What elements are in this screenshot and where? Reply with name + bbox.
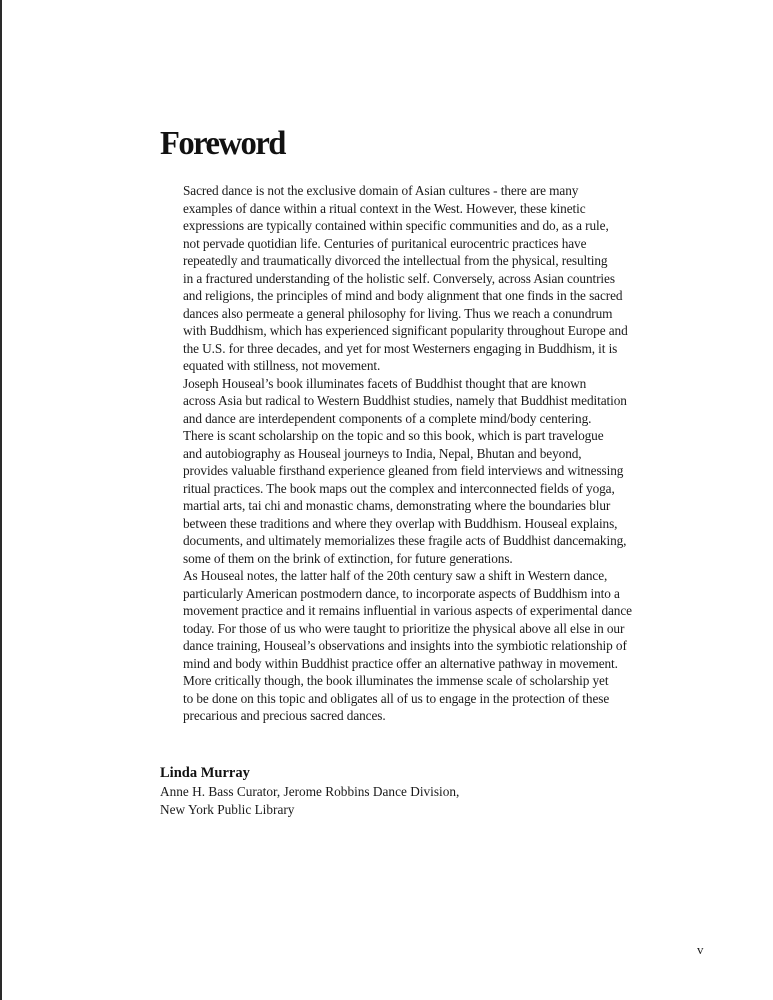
text-line: and dance are interdependent components of a complete mind/body centering. bbox=[183, 410, 592, 426]
text-line: dance training, Houseal’s observations and insights into the symbiotic relationship of bbox=[183, 638, 627, 653]
text-line: As Houseal notes, the latter half of the 20th century saw a shift in Western dance, bbox=[183, 568, 608, 583]
page-title: Foreword bbox=[160, 125, 285, 162]
paragraph bbox=[160, 182, 628, 375]
text-line: There is scant scholarship on the topic and so this book, which is part travelogue bbox=[183, 428, 604, 443]
text-line: in a fractured understanding of the holistic self. Conversely, across Asian countries bbox=[183, 270, 615, 286]
text-line: between these traditions and where they overlap with Buddhism. Houseal explains, bbox=[183, 515, 618, 531]
text-line: provides valuable firsthand experience gleaned from field interviews and witnessing bbox=[183, 463, 624, 478]
text-line: ritual practices. The book maps out the complex and interconnected fields of yoga, bbox=[183, 480, 615, 496]
text-line: not pervade quotidian life. Centuries of puritanical eurocentric practices have bbox=[183, 235, 587, 251]
paragraph bbox=[160, 567, 632, 725]
text-line: today. For those of us who were taught to prioritize the physical above all else in our bbox=[183, 620, 625, 636]
text-line: some of them on the brink of extinction, for future generations. bbox=[183, 550, 513, 566]
page-number: v bbox=[697, 942, 704, 957]
text-line: examples of dance within a ritual context in the West. However, these kinetic bbox=[183, 200, 586, 216]
text-line: the U.S. for three decades, and yet for most Westerners engaging in Buddhism, it is bbox=[183, 340, 618, 356]
text-line: equated with stillness, not movement. bbox=[183, 358, 381, 373]
text-line: to be done on this topic and obligates all of us to engage in the protection of these bbox=[183, 690, 610, 706]
signature-block bbox=[160, 763, 620, 820]
text-line: mind and body within Buddhist practice offer an alternative pathway in movement. bbox=[183, 655, 618, 671]
author-role: Anne H. Bass Curator, Jerome Robbins Dance Division, bbox=[160, 783, 460, 799]
text-line: dances also permeate a general philosophy for living. Thus we reach a conundrum bbox=[183, 305, 613, 321]
text-line: particularly American postmodern dance, to incorporate aspects of Buddhism into a bbox=[183, 585, 620, 601]
text-line: Joseph Houseal’s book illuminates facets of Buddhist thought that are known bbox=[183, 375, 587, 391]
text-line: with Buddhism, which has experienced significant popularity throughout Europe and bbox=[183, 323, 628, 338]
foreword-body bbox=[160, 182, 632, 725]
text-line: martial arts, tai chi and monastic chams, demonstrating where the boundaries blur bbox=[183, 498, 611, 513]
text-line: and religions, the principles of mind and body alignment that one finds in the sacred bbox=[183, 288, 623, 303]
paragraph bbox=[160, 375, 627, 568]
text-line: More critically though, the book illuminates the immense scale of scholarship yet bbox=[183, 673, 609, 688]
text-line: and autobiography as Houseal journeys to India, Nepal, Bhutan and beyond, bbox=[183, 445, 582, 461]
text-line: precarious and precious sacred dances. bbox=[183, 708, 386, 723]
page-edge-line bbox=[0, 0, 2, 1000]
text-line: expressions are typically contained within specific communities and do, as a rule, bbox=[183, 218, 609, 233]
text-line: Sacred dance is not the exclusive domain of Asian cultures - there are many bbox=[183, 183, 579, 198]
text-line: documents, and ultimately memorializes these fragile acts of Buddhist dancemaking, bbox=[183, 533, 627, 548]
author-name: Linda Murray bbox=[160, 764, 250, 781]
text-line: movement practice and it remains influential in various aspects of experimental dance bbox=[183, 603, 632, 618]
text-line: across Asia but radical to Western Buddhist studies, namely that Buddhist meditation bbox=[183, 393, 627, 408]
foreword-page bbox=[160, 122, 632, 820]
author-organization: New York Public Library bbox=[160, 802, 295, 817]
text-line: repeatedly and traumatically divorced the intellectual from the physical, resulting bbox=[183, 253, 608, 268]
